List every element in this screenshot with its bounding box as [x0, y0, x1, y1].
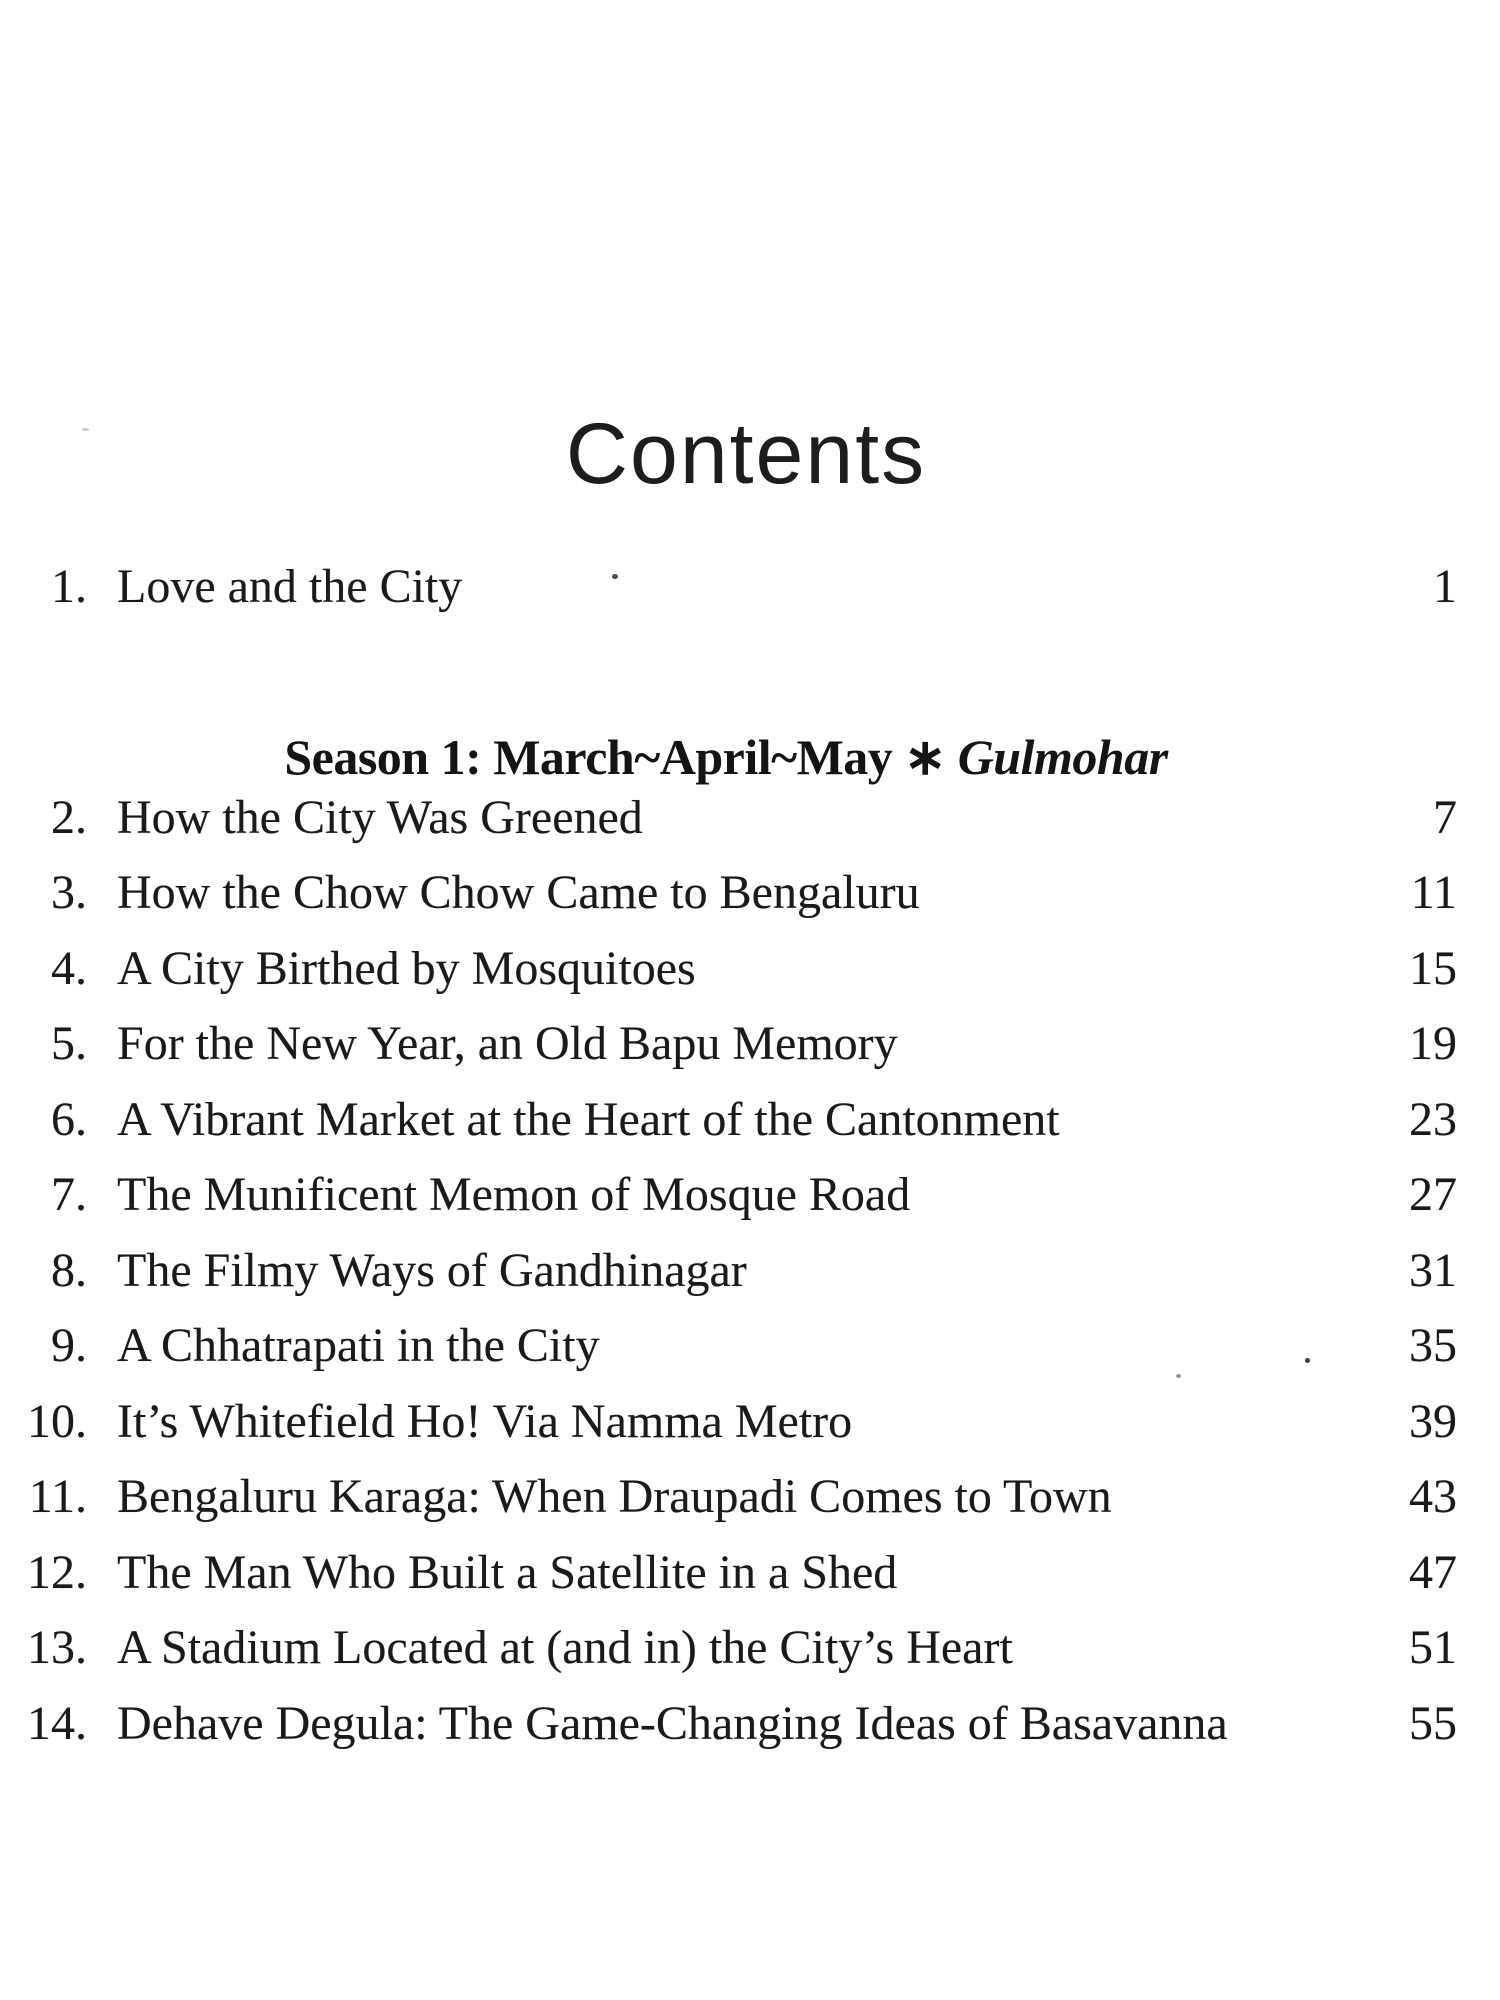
toc-entry	[0, 1535, 1457, 1611]
entry-page-number: 43	[1409, 1470, 1457, 1523]
entry-number: 6.	[51, 1092, 87, 1146]
entry-title: The Filmy Ways of Gandhinagar	[117, 1243, 747, 1297]
entry-title: A Vibrant Market at the Heart of the Cantonment	[117, 1092, 1060, 1146]
toc-entry	[0, 1082, 1457, 1158]
entry-number: 4.	[51, 941, 87, 995]
entry-number: 2.	[51, 790, 87, 844]
entry-title: It’s Whitefield Ho! Via Namma Metro	[117, 1394, 853, 1448]
toc-entry	[0, 1686, 1457, 1762]
scan-speck	[612, 574, 618, 579]
entry-title: For the New Year, an Old Bapu Memory	[117, 1017, 898, 1070]
entry-page-number: 35	[1409, 1319, 1457, 1372]
entry-number: 8.	[51, 1243, 87, 1297]
season-1-heading	[0, 728, 1452, 785]
season-heading-italic: Gulmohar	[957, 728, 1168, 785]
entry-number: 9.	[51, 1319, 87, 1372]
toc-entry	[0, 1233, 1457, 1309]
entry-page-number: 15	[1409, 941, 1457, 995]
entry-title: The Man Who Built a Satellite in a Shed	[117, 1545, 898, 1599]
entry-page-number: 23	[1409, 1092, 1457, 1146]
toc-entry	[0, 780, 1457, 856]
season-heading-text: Season 1: March~April~May ∗	[284, 728, 958, 785]
entry-number: 11.	[28, 1470, 87, 1523]
toc-entry	[0, 1308, 1457, 1384]
entry-page-number: 27	[1409, 1168, 1457, 1221]
toc-list-intro	[0, 549, 1457, 625]
toc-entry	[0, 549, 1457, 625]
entry-number: 12.	[27, 1545, 87, 1599]
entry-number: 7.	[51, 1168, 87, 1221]
toc-list-season-1	[0, 780, 1457, 1762]
entry-page-number: 1	[1433, 559, 1457, 613]
entry-number: 3.	[51, 866, 87, 919]
entry-title: How the Chow Chow Came to Bengaluru	[117, 866, 920, 919]
scan-speck	[82, 428, 89, 431]
entry-page-number: 7	[1433, 790, 1457, 844]
entry-title: The Munificent Memon of Mosque Road	[117, 1168, 911, 1221]
entry-number: 14.	[27, 1696, 87, 1750]
entry-number: 1.	[51, 559, 87, 613]
entry-page-number: 51	[1409, 1621, 1457, 1674]
entry-title: Bengaluru Karaga: When Draupadi Comes to Town	[117, 1470, 1112, 1523]
entry-number: 5.	[51, 1017, 87, 1070]
entry-title: A Chhatrapati in the City	[117, 1319, 600, 1372]
entry-title: Love and the City	[117, 559, 463, 613]
entry-page-number: 19	[1409, 1017, 1457, 1070]
entry-title: How the City Was Greened	[117, 790, 643, 844]
entry-page-number: 47	[1409, 1545, 1457, 1599]
entry-number: 13.	[27, 1621, 87, 1674]
scan-speck	[1305, 1358, 1310, 1363]
entry-title: Dehave Degula: The Game-Changing Ideas of Basavanna	[117, 1696, 1228, 1750]
entry-page-number: 11	[1410, 866, 1457, 919]
scan-speck	[1176, 1374, 1181, 1378]
entry-page-number: 55	[1409, 1696, 1457, 1750]
entry-page-number: 39	[1409, 1394, 1457, 1448]
page-title: Contents	[565, 405, 927, 502]
entry-number: 10.	[27, 1394, 87, 1448]
toc-entry	[0, 1006, 1457, 1082]
toc-entry	[0, 1157, 1457, 1233]
toc-entry	[0, 855, 1457, 931]
toc-entry	[0, 1610, 1457, 1686]
entry-title: A Stadium Located at (and in) the City’s Heart	[117, 1621, 1013, 1674]
entry-title: A City Birthed by Mosquitoes	[117, 941, 696, 995]
toc-entry	[0, 1459, 1457, 1535]
entry-page-number: 31	[1409, 1243, 1457, 1297]
toc-entry	[0, 1384, 1457, 1460]
toc-entry	[0, 931, 1457, 1007]
